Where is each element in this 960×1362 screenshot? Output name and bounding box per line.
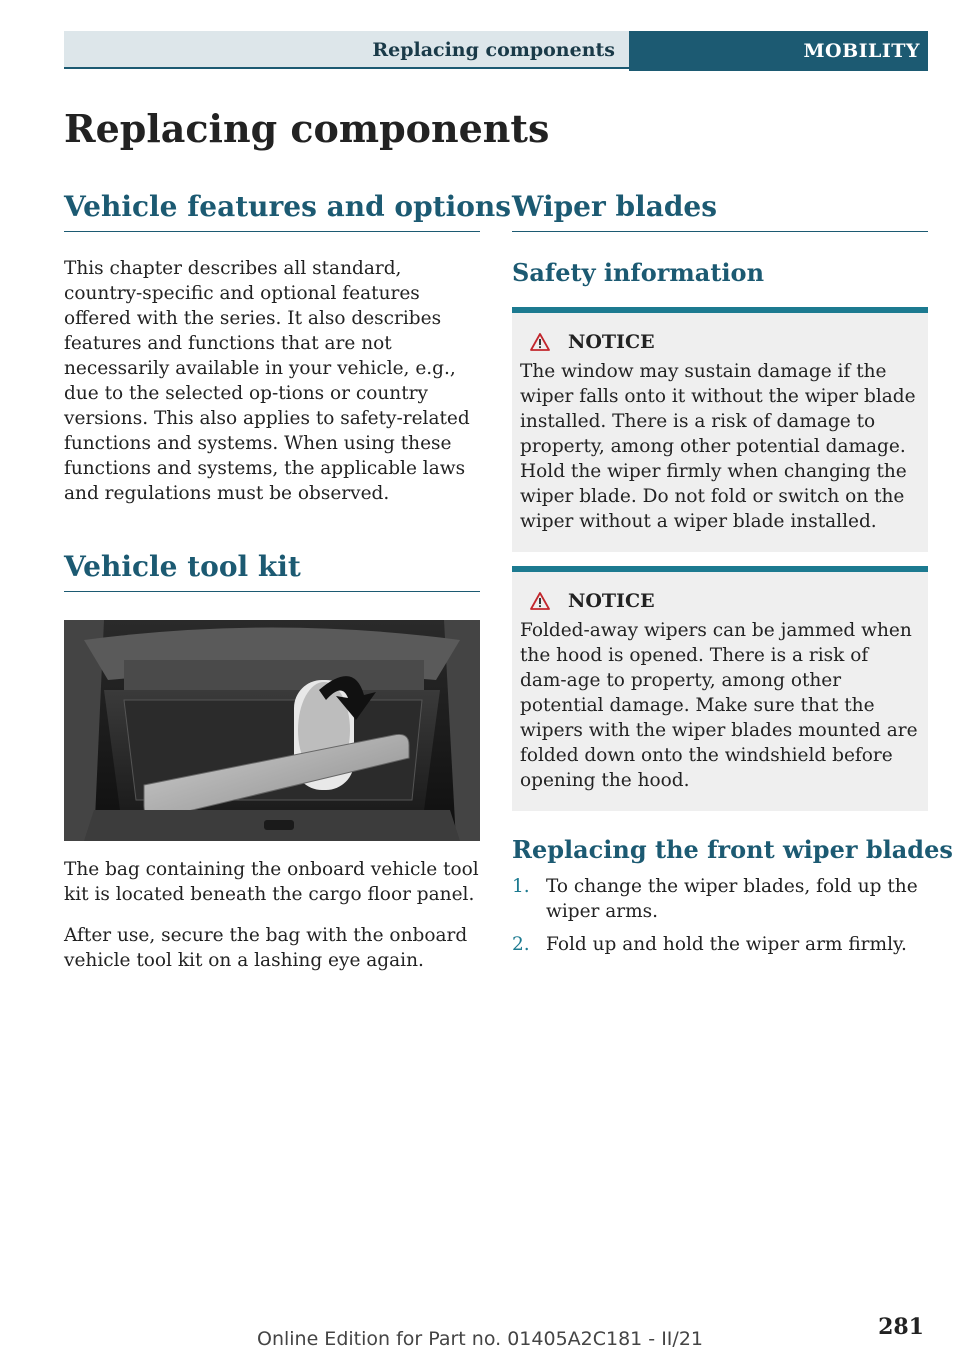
notice-header xyxy=(520,590,920,612)
right-column xyxy=(512,190,953,965)
step-text: Fold up and hold the wiper arm firmly. xyxy=(546,934,907,955)
wiper-blades-heading: Wiper blades xyxy=(512,190,928,232)
warning-triangle-icon xyxy=(530,592,550,610)
replacing-front-wiper-heading: Replacing the front wiper blades xyxy=(512,835,953,864)
notice-header xyxy=(520,331,920,353)
edition-note: Online Edition for Part no. 01405A2C181 - II/21 xyxy=(256,1328,703,1350)
cargo-area-illustration xyxy=(64,620,480,841)
notice-label: NOTICE xyxy=(568,590,655,612)
header-section-title: Replacing components xyxy=(64,31,629,69)
tool-kit-paragraph-2: After use, secure the bag with the onboard vehicle tool kit on a lashing eye again. xyxy=(64,925,468,971)
notice-text: The window may sustain damage if the wiper falls onto it without the wiper blade installed. There is a risk of damage to property, among other potential damage. Hold the wiper firmly when changing the wiper blade. Do not fold or switch on the wiper without a wiper blade installed. xyxy=(520,361,916,532)
notice-box xyxy=(512,307,928,552)
left-column xyxy=(64,190,512,973)
tool-kit-heading: Vehicle tool kit xyxy=(64,550,480,592)
vehicle-features-text: This chapter describes all standard, country-specific and optional features offered with the series. It also describes features and functions that are not necessarily available in your vehicle, e.g., due to the selected op-tions or country versions. This also applies to safety-related functions and systems. When using these functions and systems, the applicable laws and regulations must be observed. xyxy=(64,258,470,504)
notice-box xyxy=(512,566,928,811)
cargo-area-photo xyxy=(64,620,480,841)
step-number: 2. xyxy=(512,934,530,955)
page-number: 281 xyxy=(878,1314,924,1340)
wiper-steps-list xyxy=(512,874,928,957)
list-item xyxy=(512,874,928,924)
notice-text: Folded-away wipers can be jammed when the hood is opened. There is a risk of dam-age to property, among other potential damage. Make sure that the wipers with the wiper blades mounted are folded down onto the windshield before opening the hood. xyxy=(520,620,918,791)
page-title: Replacing components xyxy=(64,106,550,151)
step-number: 1. xyxy=(512,876,530,897)
notice-label: NOTICE xyxy=(568,331,655,353)
warning-triangle-icon xyxy=(530,333,550,351)
page-footer xyxy=(0,1314,960,1354)
step-text: To change the wiper blades, fold up the wiper arms. xyxy=(546,876,918,922)
vehicle-features-heading: Vehicle features and options xyxy=(64,190,480,232)
running-header xyxy=(64,31,928,71)
safety-information-heading: Safety information xyxy=(512,258,765,287)
tool-kit-paragraph-1: The bag containing the onboard vehicle tool kit is located beneath the cargo floor panel. xyxy=(64,859,479,905)
header-chapter-tab: MOBILITY xyxy=(629,31,928,71)
list-item xyxy=(512,932,928,957)
